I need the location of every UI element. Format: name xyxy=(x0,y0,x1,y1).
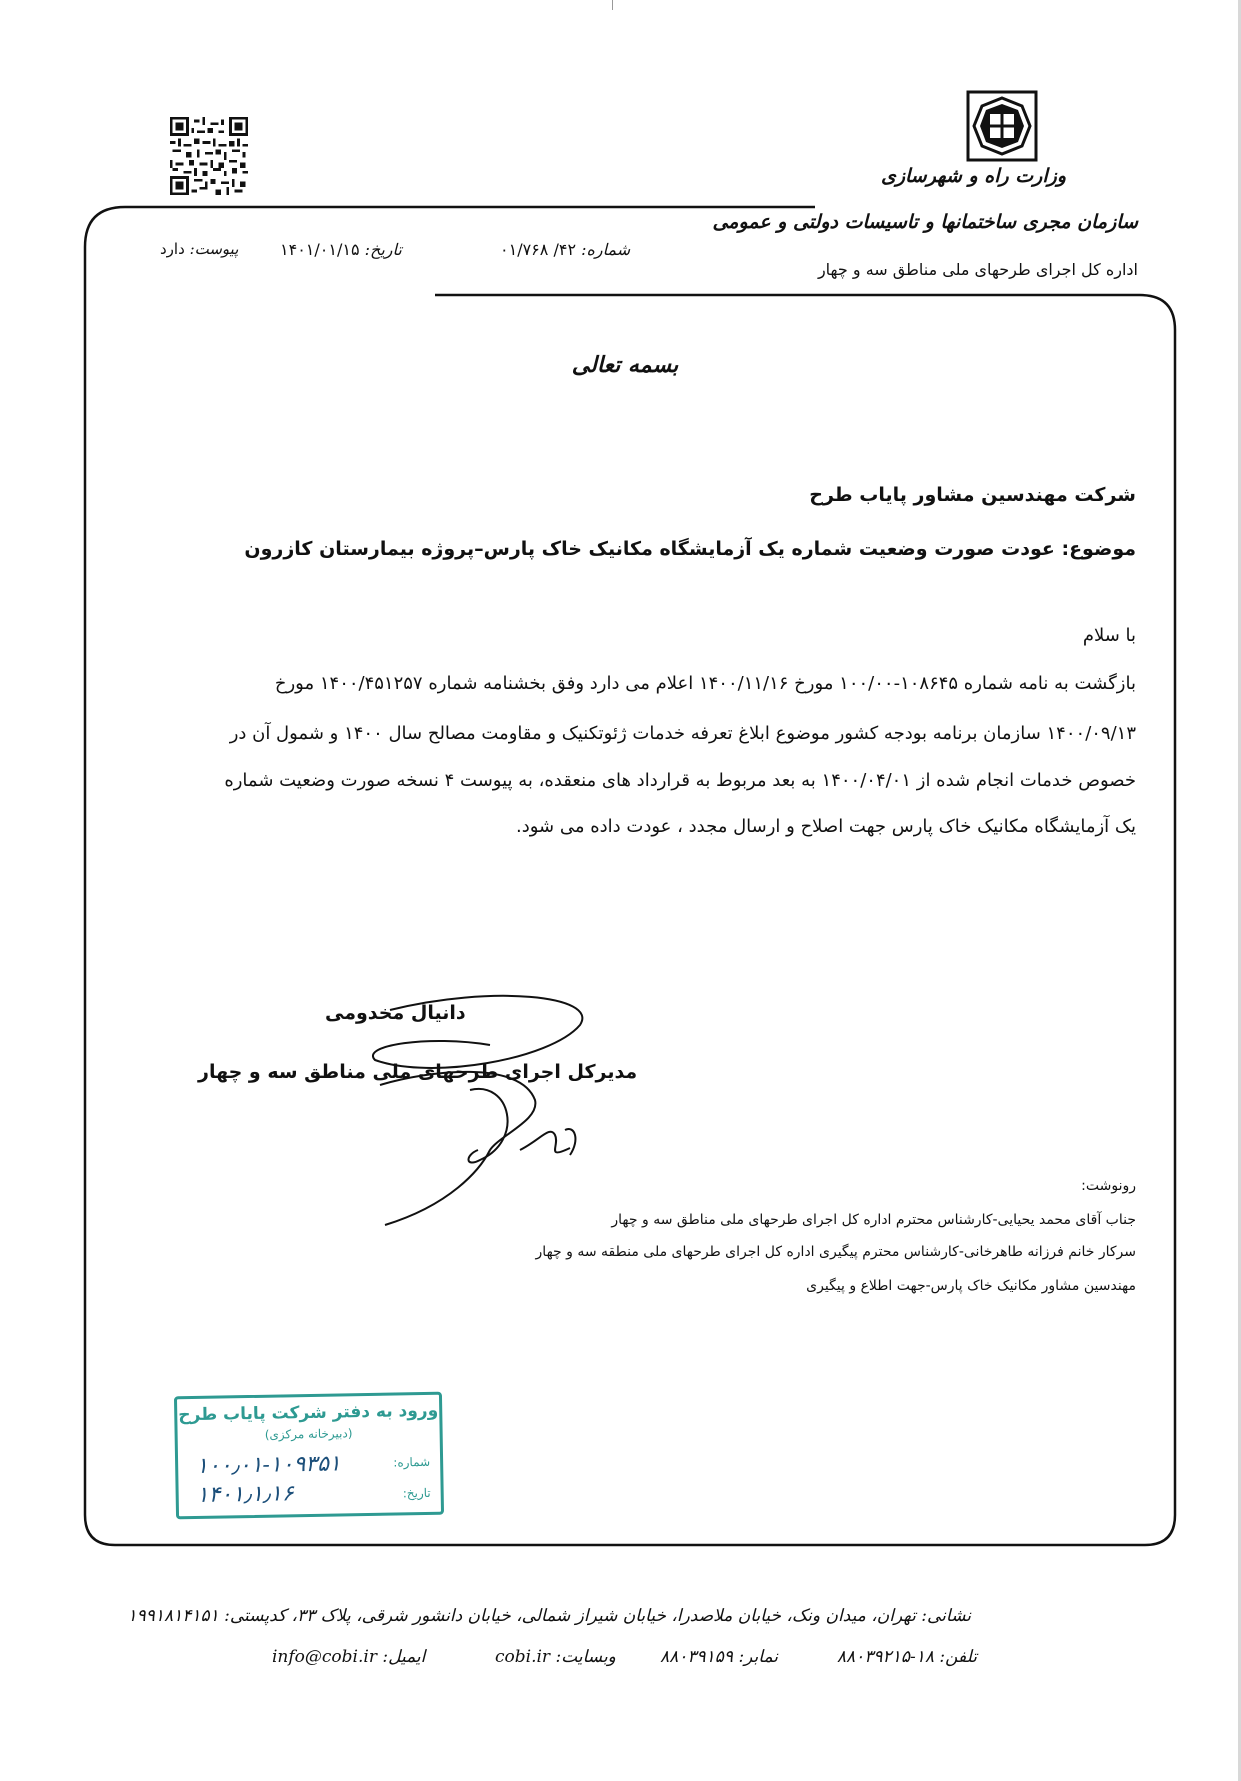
receipt-stamp xyxy=(174,1392,444,1520)
body-text-line: یک آزمایشگاه مکانیک خاک پارس جهت اصلاح و ارسال مجدد ، عودت داده می شود. xyxy=(516,816,1136,837)
letter-attachment xyxy=(160,240,238,258)
footer-email: ایمیل: info@cobi.ir xyxy=(272,1647,426,1667)
subject-line: موضوع: عودت صورت وضعیت شماره یک آزمایشگاه مکانیک خاک پارس–پروژه بیمارستان کازرون xyxy=(244,538,1136,560)
ministry-name: وزارت راه و شهرسازی xyxy=(880,165,1066,187)
cc-recipient: جناب آقای محمد یحیایی-کارشناس محترم اداره کل اجرای طرحهای ملی مناطق سه و چهار xyxy=(611,1212,1136,1228)
letter-date-label: تاریخ: xyxy=(364,240,402,259)
footer-website: وبسایت: cobi.ir xyxy=(495,1647,616,1667)
body-text-line: بازگشت به نامه شماره ۱۰۸۶۴۵-۱۰۰/۰۰ مورخ ۱۴۰۰/۱۱/۱۶ اعلام می دارد وفق بخشنامه شماره ۱۴۰۰/۴۵۱۲۵۷ مورخ xyxy=(274,673,1136,694)
stamp-number-label: شماره: xyxy=(393,1454,431,1470)
stamp-date-value: ۱۴۰۱٫۱٫۱۶ xyxy=(196,1481,294,1508)
qr-code xyxy=(170,117,248,195)
stamp-date-label: تاریخ: xyxy=(402,1485,431,1501)
cc-recipient: سرکار خانم فرزانه طاهرخانی-کارشناس محترم پیگیری اداره کل اجرای طرحهای ملی منطقه سه و چهار xyxy=(535,1244,1136,1260)
letter-number xyxy=(500,240,630,259)
ministry-logo-icon xyxy=(966,90,1038,162)
letter-number-value: ۴۲/ ۰۱/۷۶۸ xyxy=(500,240,577,259)
stamp-subtitle: (دبیرخانه مرکزی) xyxy=(264,1426,353,1442)
stamp-title: ورود به دفتر شرکت پایاب طرح xyxy=(178,1400,439,1426)
cc-recipient: مهندسین مشاور مکانیک خاک پارس-جهت اطلاع و پیگیری xyxy=(806,1278,1136,1294)
department-name: اداره کل اجرای طرحهای ملی مناطق سه و چهار xyxy=(817,260,1138,279)
handwritten-signature xyxy=(370,990,610,1230)
footer-phone: تلفن: ۱۸-۸۸۰۳۹۲۱۵ xyxy=(836,1647,977,1667)
cc-heading: رونوشت: xyxy=(1081,1178,1136,1194)
letter-date-value: ۱۴۰۱/۰۱/۱۵ xyxy=(280,240,360,259)
body-text-line: ۱۴۰۰/۰۹/۱۳ سازمان برنامه بودجه کشور موضوع ابلاغ تعرفه خدمات ژئوتکنیک و مقاومت مصالح سال ۱۴۰۰ و شمول آن در xyxy=(229,723,1136,744)
stamp-number-value: ۱۰۰٫۰۱-۱۰۹۳۵۱ xyxy=(195,1451,341,1479)
signer-title: مدیرکل اجرای طرحهای ملی مناطق سه و چهار xyxy=(198,1061,638,1083)
letter-attachment-value: دارد xyxy=(160,240,185,258)
footer-address: نشانی: تهران، میدان ونک، خیابان ملاصدرا، خیابان شیراز شمالی، خیابان دانشور شرقی، پلاک ۳۳، کدپستی: ۱۹۹۱۸۱۴۱۵۱ xyxy=(127,1606,971,1626)
greeting: با سلام xyxy=(1082,625,1136,646)
letter-date xyxy=(280,240,402,259)
signer-name: دانیال مخدومی xyxy=(325,1002,466,1024)
scan-artifact-line xyxy=(612,0,613,10)
body-text-line: خصوص خدمات انجام شده از ۱۴۰۰/۰۴/۰۱ به بعد مربوط به قرارداد های منعقده، به پیوست ۴ نسخه صورت وضعیت شماره xyxy=(224,770,1136,791)
letter-attachment-label: پیوست: xyxy=(189,240,239,258)
footer-fax: نمابر: ۸۸۰۳۹۱۵۹ xyxy=(660,1647,779,1667)
organization-name: سازمان مجری ساختمانها و تاسیسات دولتی و عمومی xyxy=(712,211,1138,233)
recipient: شرکت مهندسین مشاور پایاب طرح xyxy=(809,484,1136,506)
letter-number-label: شماره: xyxy=(581,240,631,259)
invocation-heading: بسمه تعالی xyxy=(571,352,679,378)
